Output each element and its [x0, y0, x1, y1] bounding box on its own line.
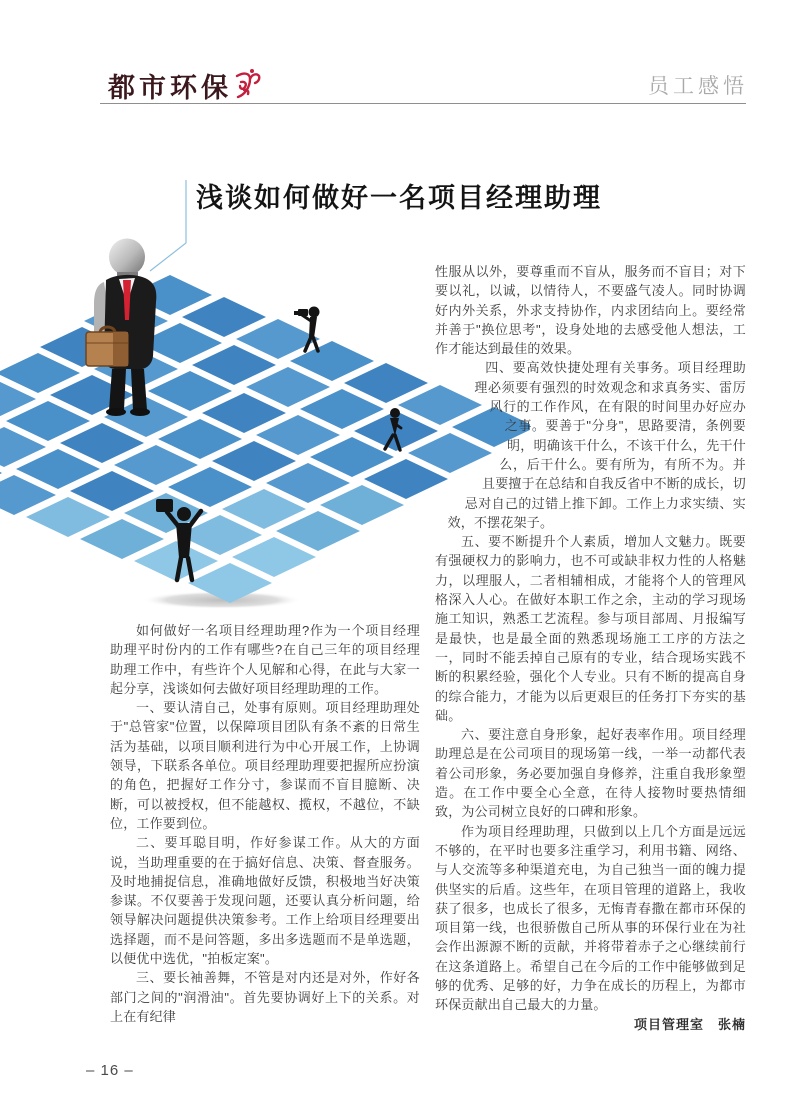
left-leg	[109, 369, 126, 410]
left-column	[110, 621, 420, 1026]
paragraph: 性服从以外，要尊重而不盲从，服务而不盲目；对下要以礼，以诚，以情待人，不要盛气凌人。同时协调好内外关系，外求支持协作，内求团结向上。要经常并善于"换位思考"，设身处地的去感受他人想法，工作才能达到最佳的效果。	[435, 264, 746, 357]
section-label: 员工感悟	[648, 75, 748, 98]
author-signature: 项目管理室 张楠	[633, 1016, 746, 1032]
article-title: 浅谈如何做好一名项目经理助理	[196, 183, 602, 213]
paragraph: 五、要不断提升个人素质，增加人文魅力。既要有强硬权力的影响力，也不可或缺非权力性的人格魅力，以理服人，二者相辅相成，才能将个人的管理风格深入人心。在做好本职工作之余，主动的学习现场施工知识，熟悉工艺流程。参与项目部周、月报编写是最快，也是最全面的熟悉现场施工工序的方法之一，同时不能丢掉自己原有的专业，结合现场实践不断的积累经验，强化个人专业。只有不断的提高自身的综合能力，才能为以后更艰巨的任务打下夯实的基础。	[435, 534, 746, 723]
publication-logo-text: 都市环保	[108, 73, 232, 103]
paragraph: 三、要长袖善舞，不管是对内还是对外，作好各部门之间的"润滑油"。首先要协调好上下的关系。对上在有纪律	[110, 970, 420, 1024]
page-number: – 16 –	[86, 1062, 134, 1079]
logo-wind-icon	[231, 68, 261, 102]
callout-line	[150, 180, 186, 271]
paragraph: 二、要耳聪目明，作好参谋工作。从大的方面说，当助理重要的在于搞好信息、决策、督查服务。及时地捕捉信息，准确地做好反馈，积极地当好决策参谋。不仅要善于发现问题，还要认真分析问题，给领导解决问题提供决策参考。工作上给项目经理要出选择题，而不是问答题，多出多选题而不是单选题，以便优中选优，"拍板定案"。	[110, 835, 420, 967]
header-rule	[100, 103, 746, 104]
paragraph: 一、要认清自己，处事有原则。项目经理助理处于"总管家"位置，以保障项目团队有条不紊的日常生活为基础，以项目顺利进行为中心开展工作，上协调领导，下联系各单位。项目经理助理要把握所应扮演的角色，把握好工作分寸，参谋而不盲目臆断、决断，可以被授权，但不能越权、揽权，不越位，不缺位，工作要到位。	[110, 700, 420, 831]
paragraph: 如何做好一名项目经理助理?作为一个项目经理助理平时份内的工作有哪些?在自己三年的项目经理助理工作中，有些许个人见解和心得，在此与大家一起分享，浅谈如何去做好项目经理助理的工作。	[110, 623, 420, 696]
right-column	[435, 262, 746, 1034]
paragraph: 作为项目经理助理，只做到以上几个方面是远远不够的，在平时也要多注重学习，利用书籍、网络、与人交流等多种渠道充电，为自己独当一面的魄力提供坚实的后盾。这些年，在项目管理的道路上，我收获了很多，也成长了很多，无悔青春撒在都市环保的项目第一线，也很骄傲自己所从事的环保行业在为社会作出源源不断的贡献，并将带着赤子之心继续前行在这条道路上。希望自己在今后的工作中能够做到足够的优秀、足够的好，力争在成长的历程上，为都市环保贡献出自己最大的力量。	[435, 823, 746, 1013]
paragraph: 六、要注意自身形象，起好表率作用。项目经理助理总是在公司项目的现场第一线，一举一动都代表着公司形象，务必要加强自身修养，注重自我形象塑造。在工作中要全心全意，在待人接物时要热情细致，为公司树立良好的口碑和形象。	[435, 727, 746, 820]
paragraph: 四、要高效快捷处理有关事务。项目经理助理必须要有强烈的时效观念和求真务实、雷厉风行的工作作风，在有限的时间里办好应办之事。要善于"分身"，思路要清，条例要明，明确该干什么，不该干什么，先干什么，后干什么。要有所为，有所不为。并且要擅于在总结和自我反省中不断的成长，切忌对自己的过错上推下卸。工作上力求实绩、实效，不摆花架子。	[447, 360, 747, 530]
